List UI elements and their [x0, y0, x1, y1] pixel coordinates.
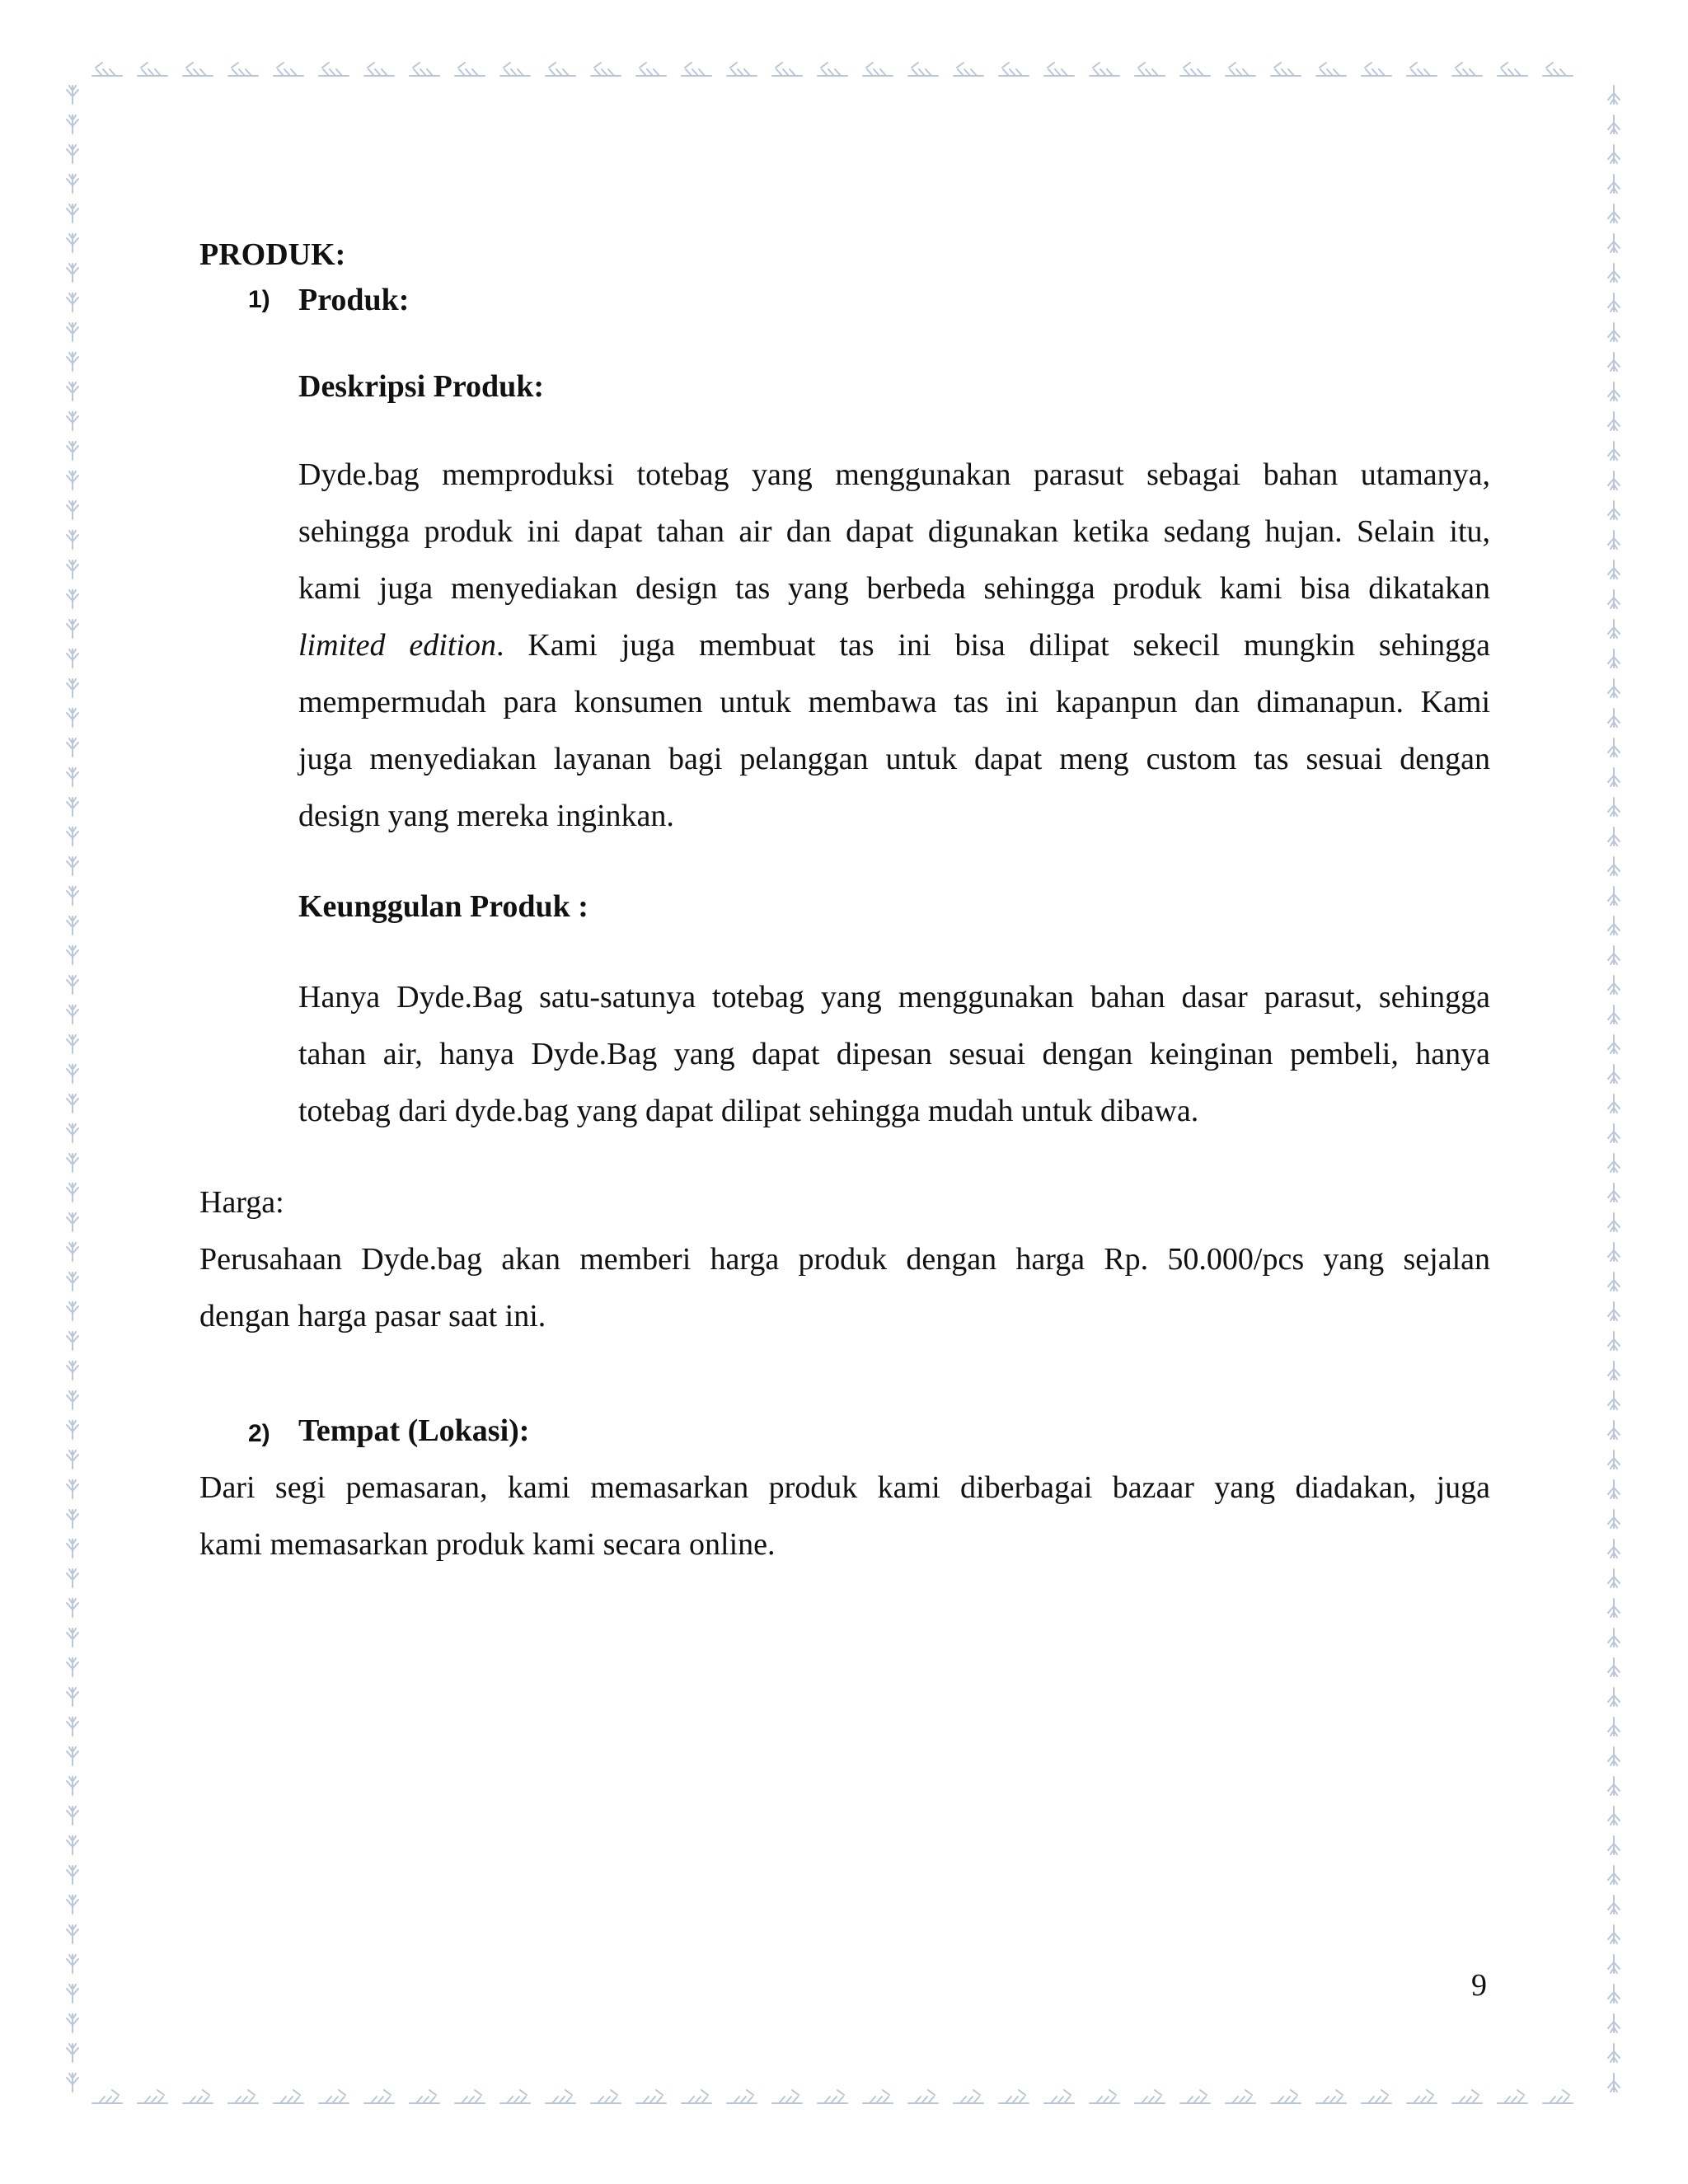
description-line-1: Dyde.bag memproduksi totebag yang menggunakan parasut sebagai bahan utamanya,	[298, 457, 1490, 492]
description-line-3: kami juga menyediakan design tas yang berbeda sehingga produk kami bisa dikatakan	[298, 571, 1490, 606]
price-paragraph	[199, 1231, 1490, 1345]
advantage-line-2: tahan air, hanya Dyde.Bag yang dapat dipesan sesuai dengan keinginan pembeli, hanya	[298, 1037, 1490, 1071]
price-line-1: Perusahaan Dyde.bag akan memberi harga produk dengan harga Rp. 50.000/pcs yang sejalan	[199, 1242, 1490, 1277]
description-line-6: juga menyediakan layanan bagi pelanggan untuk dapat meng custom tas sesuai dengan	[298, 742, 1490, 776]
description-line-2: sehingga produk ini dapat tahan air dan dapat digunakan ketika sedang hujan. Selain itu,	[298, 514, 1490, 549]
description-paragraph	[298, 447, 1490, 845]
page-number: 9	[1471, 1968, 1487, 2003]
italic-phrase: limited edition	[298, 628, 496, 663]
price-label: Harga:	[199, 1185, 284, 1220]
location-paragraph	[199, 1460, 1490, 1573]
location-line-2: kami memasarkan produk kami secara online.	[199, 1527, 776, 1562]
advantage-line-3: totebag dari dyde.bag yang dapat dilipat sehingga mudah untuk dibawa.	[298, 1094, 1199, 1128]
location-line-1: Dari segi pemasaran, kami memasarkan produk kami diberbagai bazaar yang diadakan, juga	[199, 1470, 1490, 1505]
description-line-4-end: juga membuat tas ini bisa dilipat sekecil mungkin sehingga	[621, 628, 1491, 663]
item-title-produk: Produk:	[298, 283, 410, 317]
description-heading: Deskripsi Produk:	[298, 369, 545, 404]
advantage-line-1: Hanya Dyde.Bag satu-satunya totebag yang menggunakan bahan dasar parasut, sehingga	[298, 980, 1490, 1015]
description-line-4-mid: . Kami	[495, 628, 598, 663]
price-line-2: dengan harga pasar saat ini.	[199, 1299, 546, 1333]
description-line-7: design yang mereka inginkan.	[298, 799, 674, 833]
item-number-1: 1)	[248, 286, 270, 313]
advantage-paragraph	[298, 969, 1490, 1140]
description-line-5: mempermudah para konsumen untuk membawa tas ini kapanpun dan dimanapun. Kami	[298, 685, 1490, 719]
section-heading: PRODUK:	[199, 237, 346, 272]
description-line-4	[298, 617, 1490, 674]
item-number-2: 2)	[248, 1420, 270, 1447]
item-title-tempat: Tempat (Lokasi):	[298, 1413, 530, 1448]
advantage-heading: Keunggulan Produk :	[298, 889, 588, 924]
